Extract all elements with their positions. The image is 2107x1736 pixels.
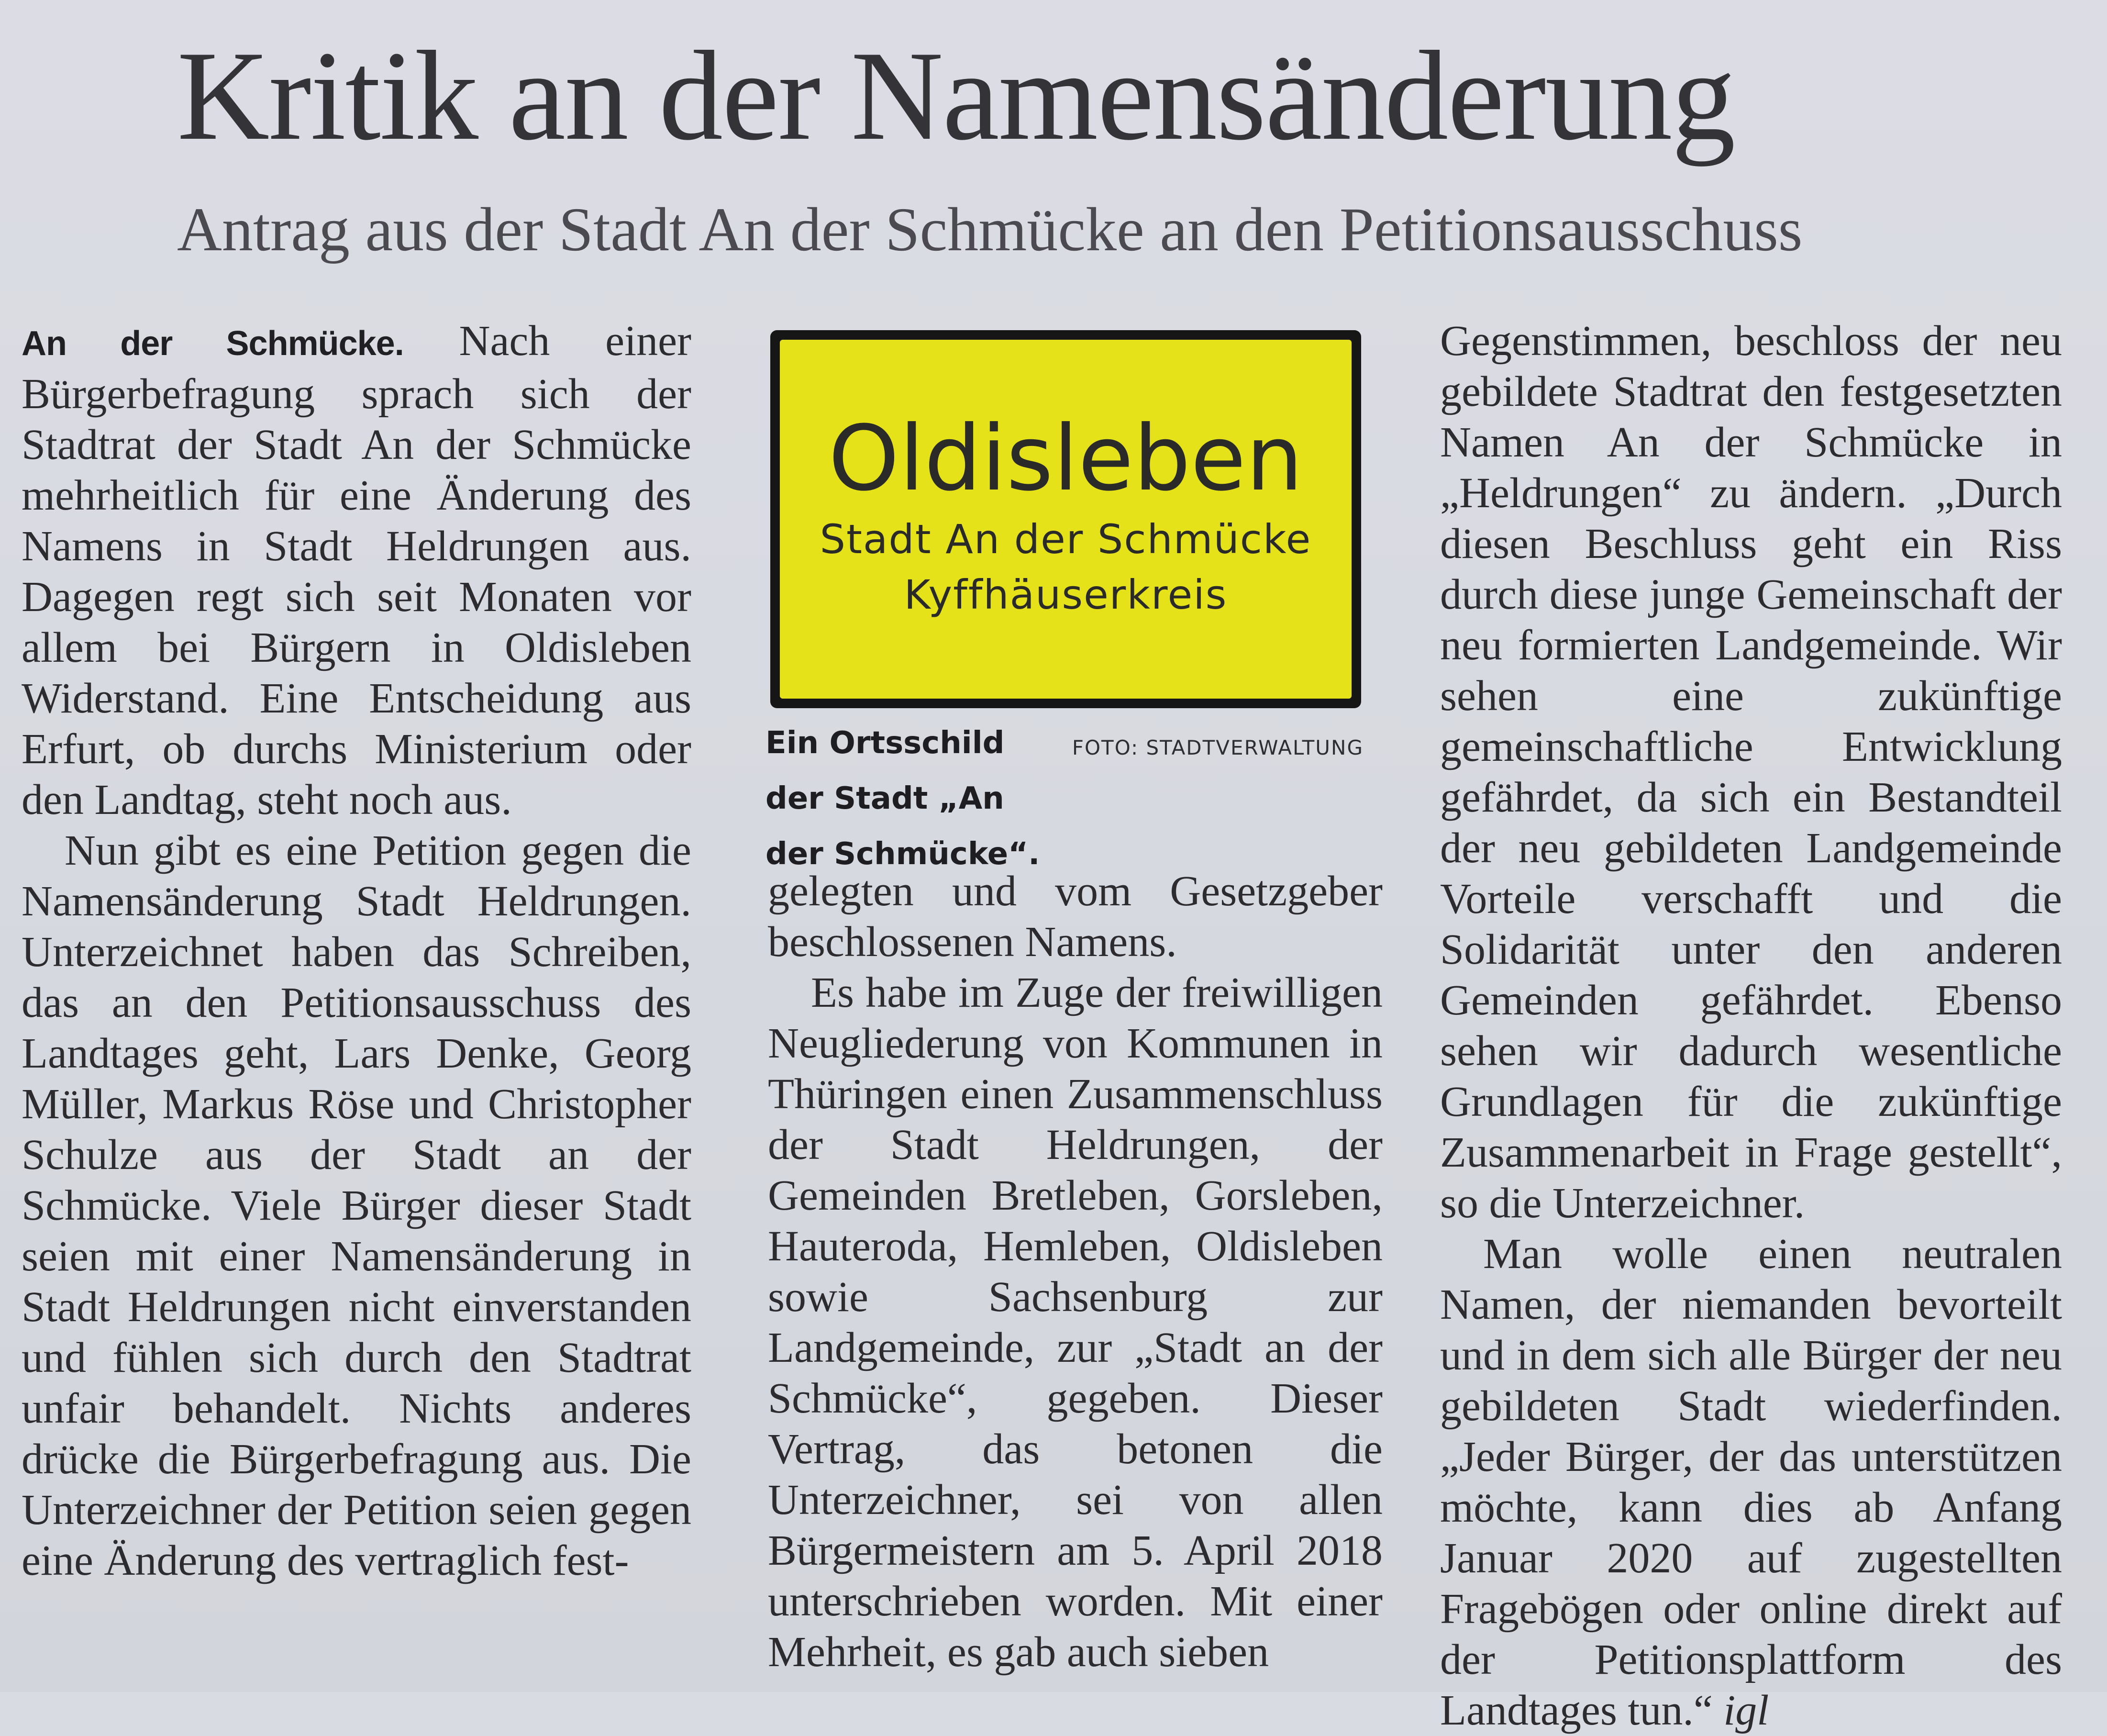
author-initials: igl [1723,1687,1769,1734]
paragraph: Nun gibt es eine Petition gegen die Namensänderung Stadt Heldrungen. Unterzeichnet haben das Schreiben, das an den Petitionsausschuss des Landtages geht, Lars Denke, Georg Müller, Markus Röse und Christopher Schulze aus der Stadt an der Schmücke. Viele Bürger dieser Stadt seien mit einer Namensänderung in Stadt Heldrungen nicht einverstanden und fühlen sich durch den Stadtrat unfair behandelt. Nichts anderes drücke die Bürgerbefragung aus. Die Unterzeichner der Petition seien gegen eine Änderung des vertraglich fest- [22,827,691,1584]
caption-text: Ein Ortsschild der Stadt „An der Schmücke“. [765,725,1040,872]
paragraph: Gegenstimmen, beschloss der neu gebildete Stadtrat den festgesetzten Namen An der Schmücke in „Heldrungen“ zu ändern. „Durch diesen Beschluss geht ein Riss durch diese junge Gemeinschaft der neu formierten Landgemeinde. Wir sehen eine zukünftige gemeinschaftliche Entwicklung gefährdet, da sich ein Bestandteil der neu gebildeten Landgemeinde Vorteile verschafft und die Solidarität unter den anderen Gemeinden gefährdet. Ebenso sehen wir dadurch wesentliche Grundlagen für die zukünftige Zusammenarbeit in Frage gestellt“, so die Unterzeichner. [1440,317,2062,1227]
town-sign-line-2: Kyffhäuserkreis [904,571,1228,618]
article-column-3 [1440,316,2062,1736]
town-sign-name: Oldisleben [828,406,1303,511]
paragraph-text: Nach einer Bürgerbefragung sprach sich der Stadtrat der Stadt An der Schmücke mehrheitlich für eine Änderung des Namens in Stadt Heldrungen aus. Dagegen regt sich seit Monaten vor allem bei Bürgern in Oldisleben Widerstand. Eine Entscheidung aus Erfurt, ob durchs Ministerium oder den Landtag, steht noch aus. [22,317,691,823]
town-sign-line-1: Stadt An der Schmücke [820,516,1312,563]
photo-credit: FOTO: STADTVERWALTUNG [1072,736,1364,759]
headline: Kritik an der Namensänderung [177,24,1735,167]
paragraph-text: Man wolle einen neutralen Namen, der niemanden bevorteilt und in dem sich alle Bürger der neu gebildeten Stadt wiederfinden. „Jeder Bürger, der das unterstützen möchte, kann dies ab Anfang Januar 2020 auf zugestellten Fragebögen oder online direkt auf der Petitionsplattform des Landtages tun.“ [1440,1230,2062,1734]
article-column-2 [768,866,1383,1678]
dateline: An der Schmücke. [22,324,404,363]
subheadline: Antrag aus der Stadt An der Schmücke an den Petitionsausschuss [177,195,1803,264]
paragraph: gelegten und vom Gesetzgeber beschlossenen Namens. [768,868,1383,966]
paragraph: Es habe im Zuge der freiwilligen Neugliederung von Kommunen in Thüringen einen Zusammenschluss der Stadt Heldrungen, der Gemeinden Bretleben, Gorsleben, Hauteroda, Hemleben, Oldisleben sowie Sachsenburg zur Landgemeinde, zur „Stadt an der Schmücke“, gegeben. Dieser Vertrag, das betonen die Unterzeichner, sei von allen Bürgermeistern am 5. April 2018 unterschrieben worden. Mit einer Mehrheit, es gab auch sieben [768,969,1383,1676]
paragraph [1440,1229,2062,1736]
photo-town-sign [770,330,1361,708]
article-column-1 [22,316,691,1586]
photo-caption [765,715,1364,882]
town-sign-face [780,340,1352,699]
paragraph [22,316,691,825]
